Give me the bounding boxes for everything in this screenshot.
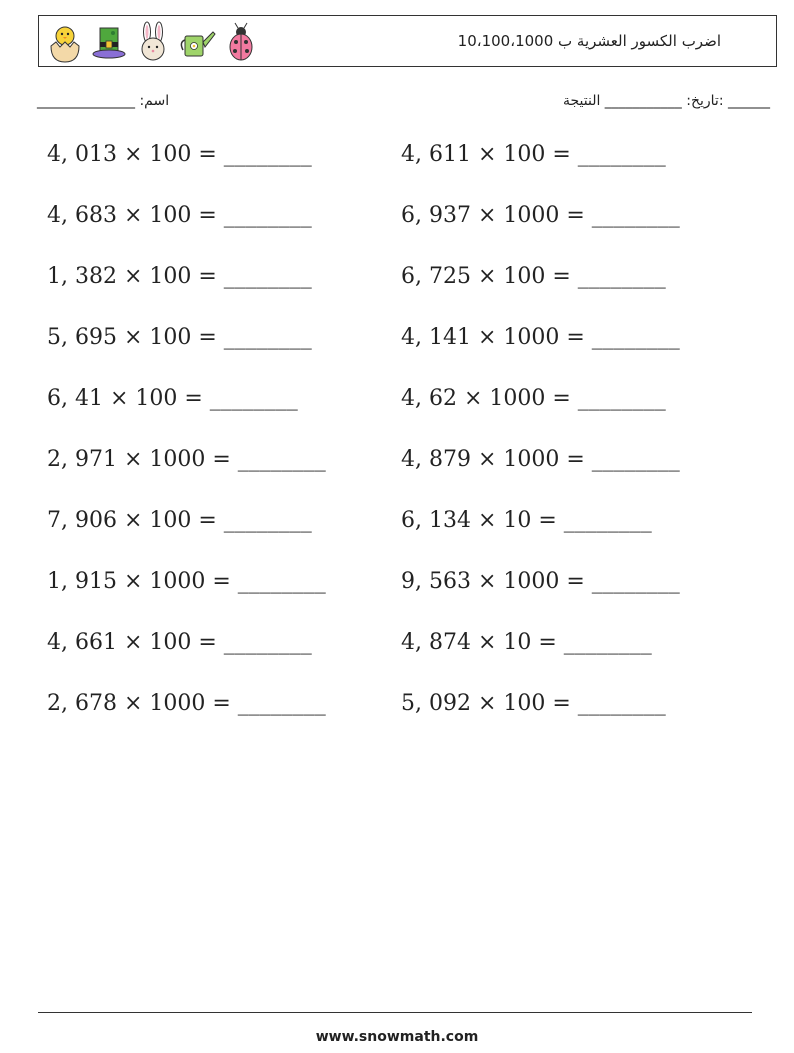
problem-row bbox=[0, 569, 794, 630]
problem-row bbox=[0, 508, 794, 569]
chick-in-egg-icon bbox=[45, 20, 85, 64]
problem-left: 1, 382 × 100 = ________ bbox=[47, 264, 312, 289]
problem-row bbox=[0, 447, 794, 508]
problem-row bbox=[0, 142, 794, 203]
date-score-line: ______ :تاريخ: ___________ النتيجة bbox=[562, 93, 770, 109]
problem-left: 7, 906 × 100 = ________ bbox=[47, 508, 312, 533]
problem-row bbox=[0, 691, 794, 752]
problem-row bbox=[0, 386, 794, 447]
leprechaun-hat-icon bbox=[89, 20, 129, 64]
problem-left: 4, 013 × 100 = ________ bbox=[47, 142, 312, 167]
problem-left: 6, 41 × 100 = ________ bbox=[47, 386, 298, 411]
problem-right: 9, 563 × 1000 = ________ bbox=[401, 569, 680, 594]
problem-right: 4, 879 × 1000 = ________ bbox=[401, 447, 680, 472]
problem-right: 4, 874 × 10 = ________ bbox=[401, 630, 652, 655]
problem-left: 5, 695 × 100 = ________ bbox=[47, 325, 312, 350]
worksheet-header bbox=[38, 15, 777, 67]
problem-right: 6, 725 × 100 = ________ bbox=[401, 264, 666, 289]
problem-left: 4, 683 × 100 = ________ bbox=[47, 203, 312, 228]
worksheet-title: اضرب الكسور العشرية ب 10،100،1000 bbox=[457, 32, 721, 50]
problem-row bbox=[0, 264, 794, 325]
problem-left: 4, 661 × 100 = ________ bbox=[47, 630, 312, 655]
ladybug-icon bbox=[221, 20, 261, 64]
footer-divider bbox=[38, 1012, 752, 1013]
problem-right: 4, 62 × 1000 = ________ bbox=[401, 386, 666, 411]
problem-right: 6, 937 × 1000 = ________ bbox=[401, 203, 680, 228]
watering-can-icon bbox=[177, 20, 217, 64]
problem-right: 4, 611 × 100 = ________ bbox=[401, 142, 666, 167]
problem-right: 4, 141 × 1000 = ________ bbox=[401, 325, 680, 350]
problem-left: 1, 915 × 1000 = ________ bbox=[47, 569, 326, 594]
footer-url[interactable]: www.snowmath.com bbox=[315, 1029, 479, 1045]
bunny-icon bbox=[133, 20, 173, 64]
problem-right: 5, 092 × 100 = ________ bbox=[401, 691, 666, 716]
problem-list bbox=[0, 142, 794, 752]
name-line: اسم: ______________ bbox=[37, 93, 170, 109]
problem-left: 2, 971 × 1000 = ________ bbox=[47, 447, 326, 472]
problem-left: 2, 678 × 1000 = ________ bbox=[47, 691, 326, 716]
problem-row bbox=[0, 203, 794, 264]
icon-strip bbox=[45, 20, 261, 64]
problem-right: 6, 134 × 10 = ________ bbox=[401, 508, 652, 533]
problem-row bbox=[0, 630, 794, 691]
problem-row bbox=[0, 325, 794, 386]
